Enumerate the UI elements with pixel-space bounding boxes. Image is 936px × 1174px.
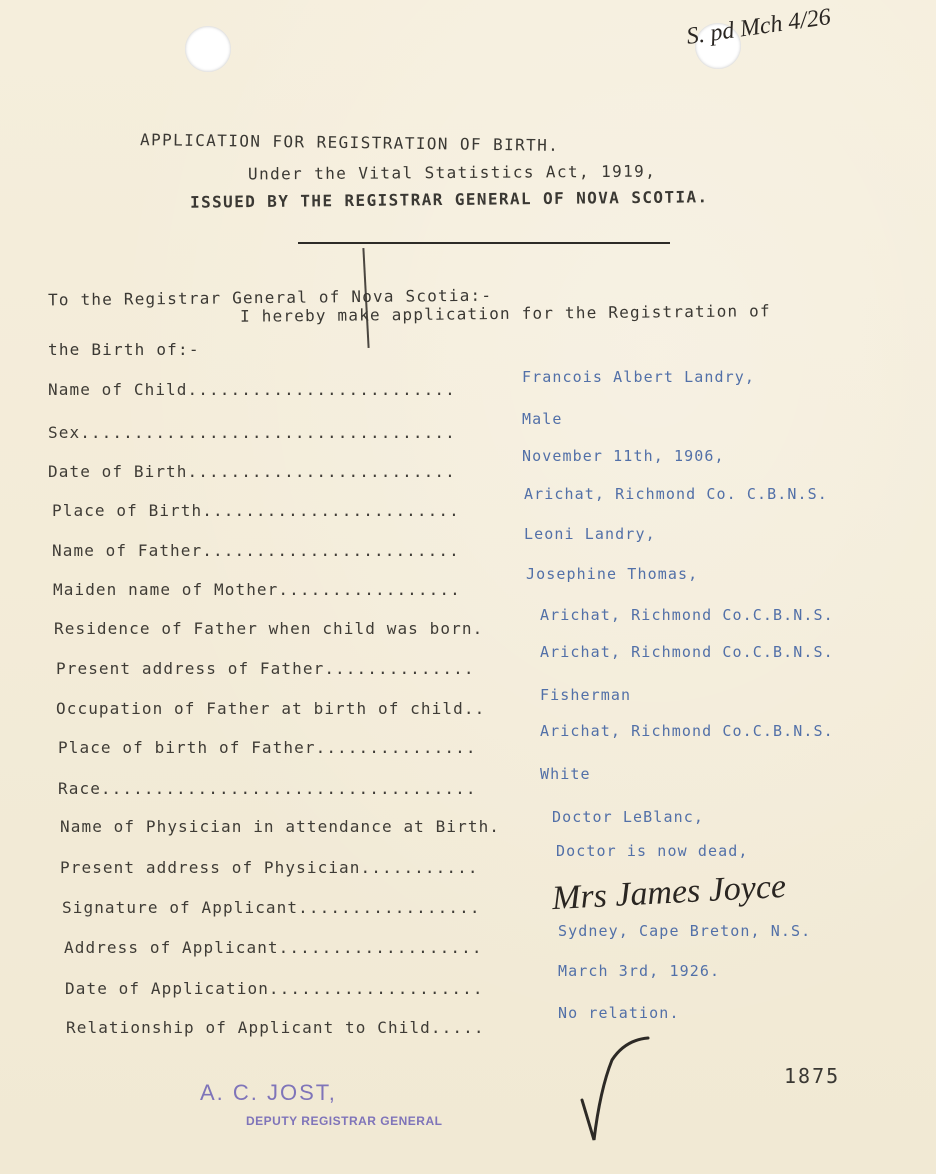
field-label-signature-of-applicant: Signature of Applicant................. [62, 898, 481, 917]
field-value-race: White [540, 765, 591, 783]
field-value-occupation-of-father: Fisherman [540, 686, 632, 704]
registrar-stamp-title: DEPUTY REGISTRAR GENERAL [246, 1114, 443, 1128]
field-label-place-of-birth-of-father: Place of birth of Father............... [58, 738, 477, 757]
applicant-signature: Mrs James Joyce [551, 867, 787, 918]
field-label-address-of-applicant: Address of Applicant................... [64, 938, 483, 957]
issuer-line: ISSUED BY THE REGISTRAR GENERAL OF NOVA SCOTIA. [189, 187, 709, 212]
check-mark-icon [570, 1030, 660, 1150]
field-label-name-of-physician: Name of Physician in attendance at Birth. [60, 817, 501, 836]
field-label-race: Race................................... [58, 779, 477, 798]
field-label-residence-of-father: Residence of Father when child was born. [54, 619, 484, 638]
field-value-sex: Male [522, 410, 563, 428]
field-label-date-of-birth: Date of Birth......................... [48, 462, 456, 481]
field-label-present-address-of-father: Present address of Father.............. [56, 659, 475, 678]
field-value-place-of-birth: Arichat, Richmond Co. C.B.N.S. [524, 485, 828, 503]
corner-handwritten-note: S. pd Mch 4/26 [684, 4, 833, 50]
field-label-name-of-father: Name of Father........................ [52, 541, 460, 560]
field-label-date-of-application: Date of Application.................... [65, 979, 484, 998]
act-reference: Under the Vital Statistics Act, 1919, [247, 161, 657, 184]
intro-birth-of: the Birth of:- [48, 340, 200, 359]
field-label-sex: Sex................................... [48, 423, 456, 442]
field-label-name-of-child: Name of Child......................... [48, 380, 456, 399]
field-value-present-address-of-father: Arichat, Richmond Co.C.B.N.S. [540, 643, 834, 661]
title-rule [298, 242, 670, 244]
field-label-place-of-birth: Place of Birth........................ [52, 501, 460, 520]
field-label-present-address-of-physician: Present address of Physician........... [60, 858, 479, 877]
file-number: 1875 [784, 1064, 841, 1088]
intro-request: I hereby make application for the Registration of [239, 301, 771, 326]
field-value-date-of-application: March 3rd, 1926. [558, 962, 721, 980]
field-label-relationship-of-applicant: Relationship of Applicant to Child..... [66, 1018, 485, 1037]
field-value-relationship-of-applicant: No relation. [558, 1004, 680, 1022]
intro-addressee: To the Registrar General of Nova Scotia:- [47, 285, 493, 310]
field-value-name-of-physician: Doctor LeBlanc, [552, 808, 704, 826]
field-value-present-address-of-physician: Doctor is now dead, [556, 842, 749, 860]
field-value-name-of-father: Leoni Landry, [524, 525, 656, 543]
field-value-address-of-applicant: Sydney, Cape Breton, N.S. [558, 922, 812, 940]
registrar-stamp-name: A. C. JOST, [200, 1080, 337, 1105]
field-value-maiden-name-of-mother: Josephine Thomas, [526, 565, 699, 583]
field-value-residence-of-father: Arichat, Richmond Co.C.B.N.S. [540, 606, 834, 624]
field-value-place-of-birth-of-father: Arichat, Richmond Co.C.B.N.S. [540, 722, 834, 740]
form-title: APPLICATION FOR REGISTRATION OF BIRTH. [139, 130, 560, 155]
field-label-maiden-name-of-mother: Maiden name of Mother................. [53, 580, 461, 599]
field-label-occupation-of-father: Occupation of Father at birth of child.. [56, 699, 486, 718]
field-value-name-of-child: Francois Albert Landry, [522, 368, 756, 386]
field-value-date-of-birth: November 11th, 1906, [522, 447, 725, 465]
punch-hole-left [185, 26, 231, 72]
